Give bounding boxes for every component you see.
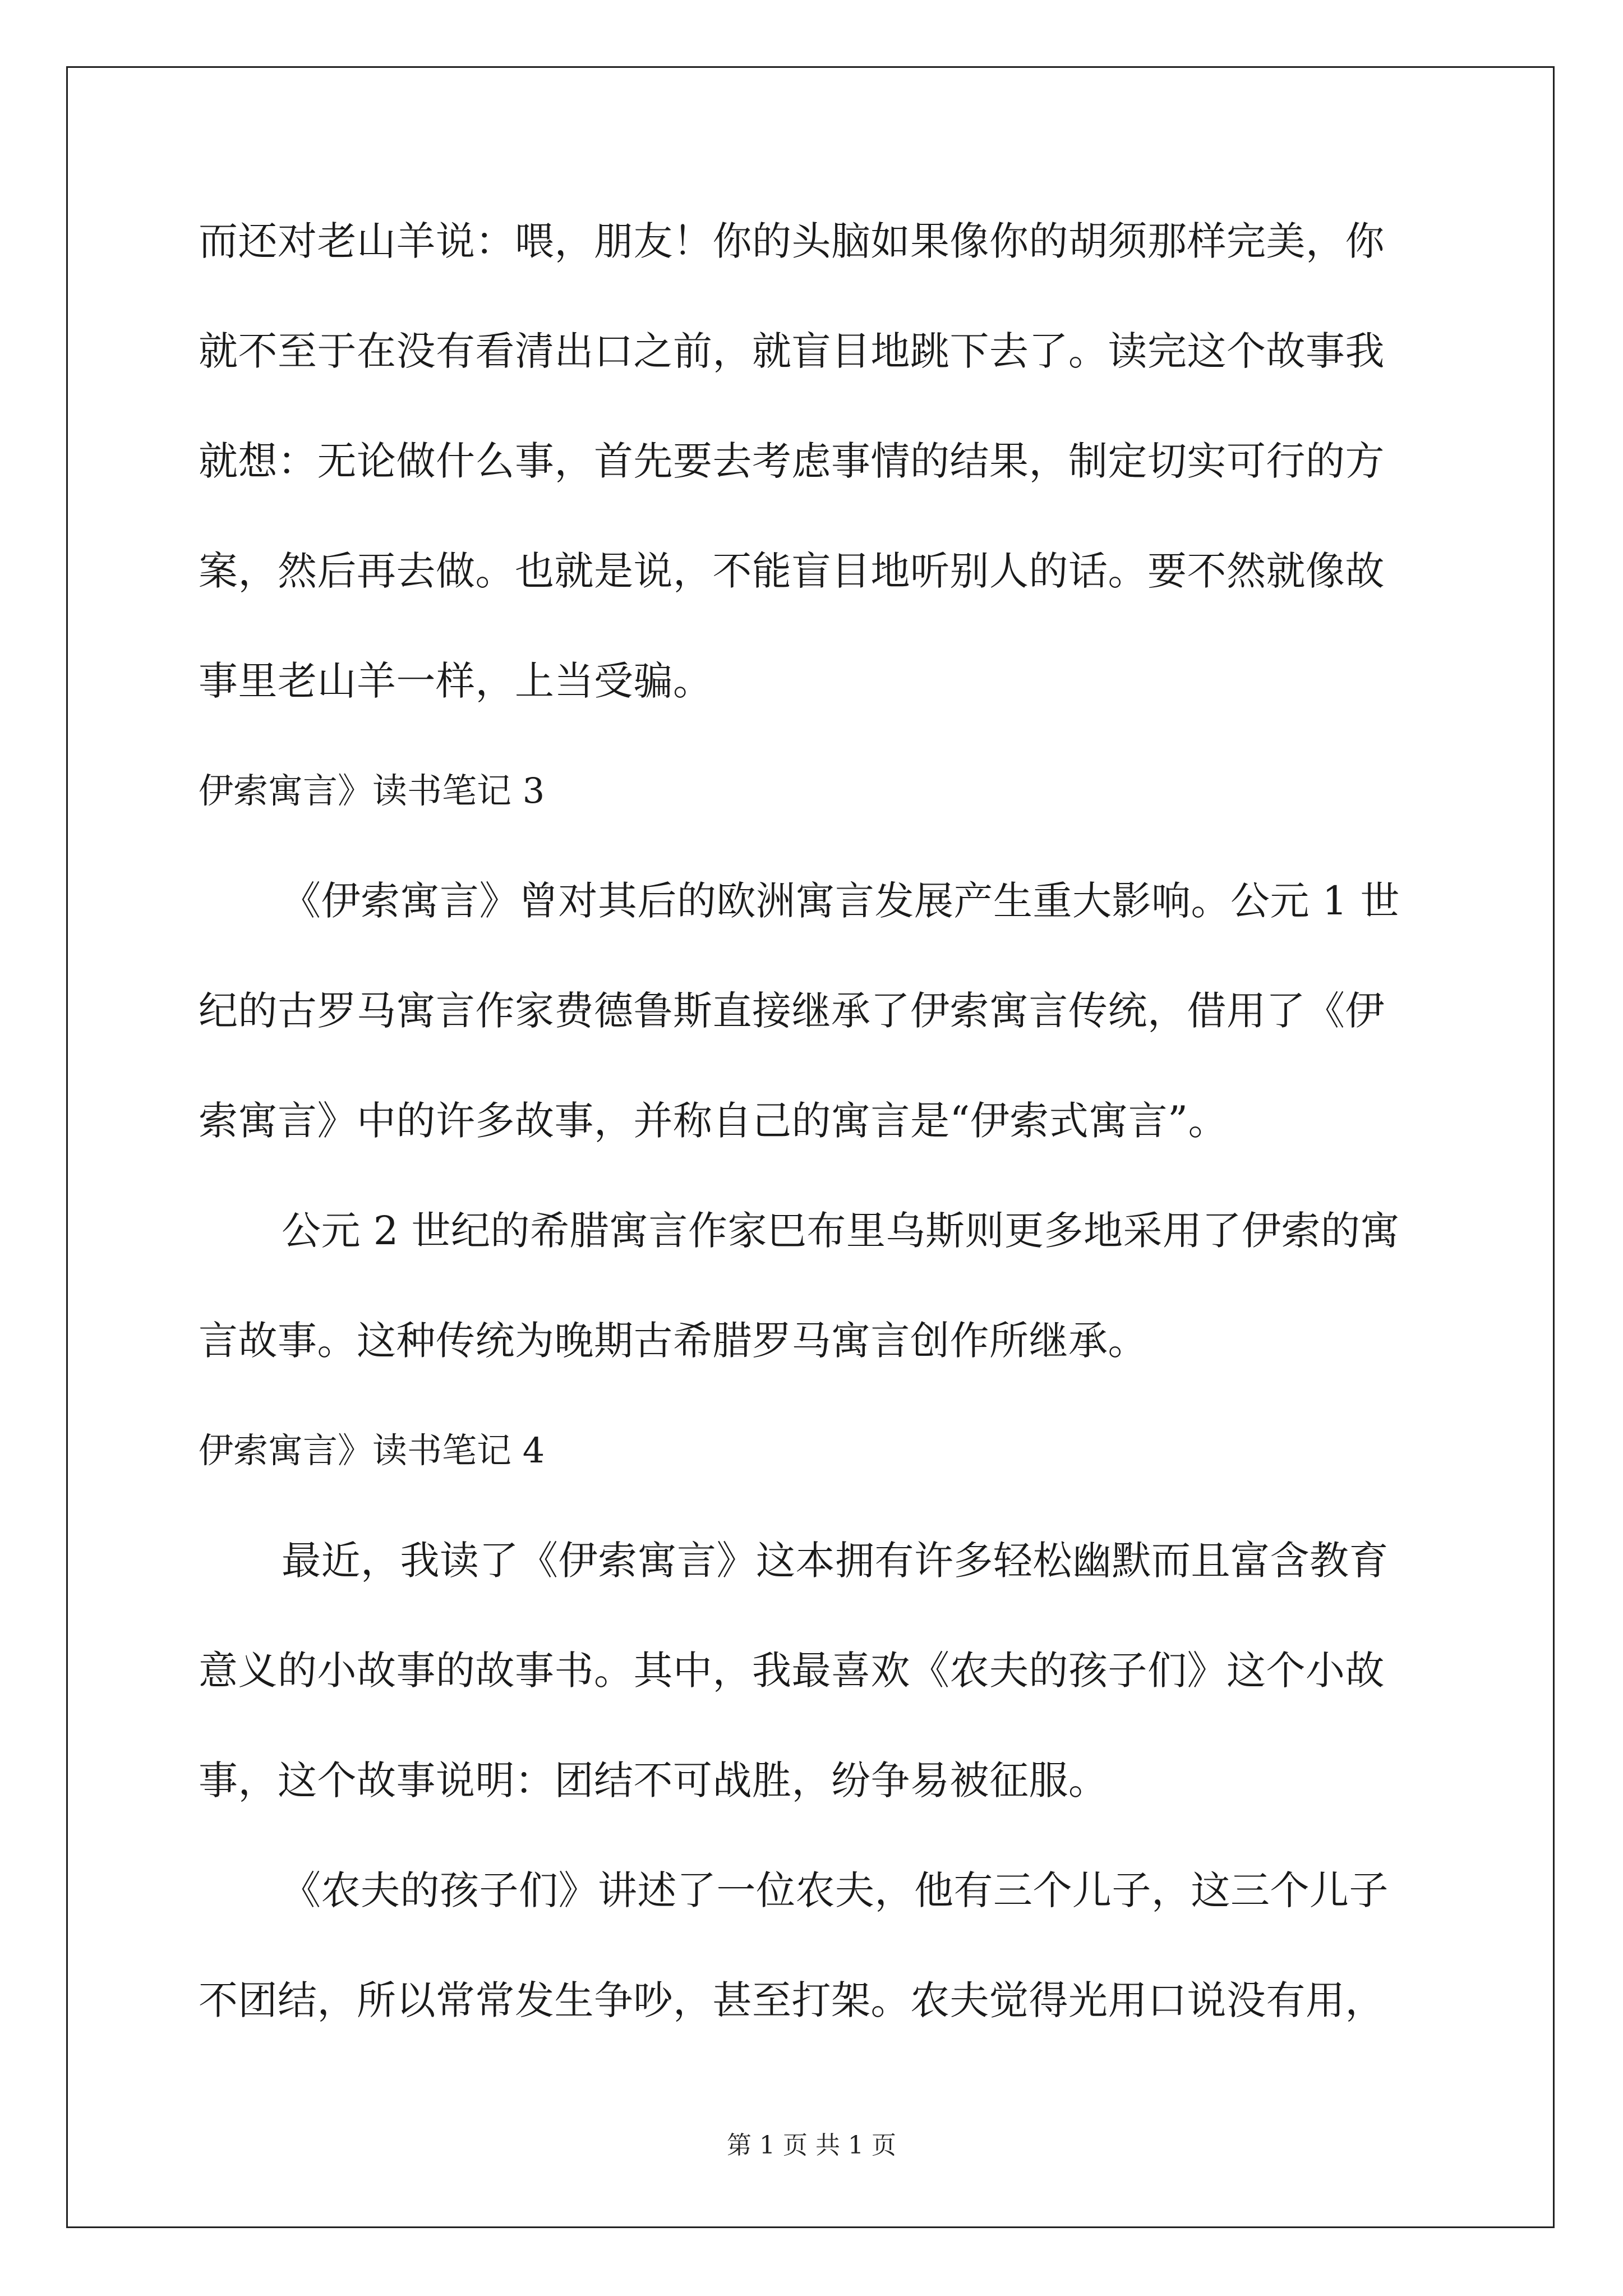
- text-line: 最近，我读了《伊索寓言》这本拥有许多轻松幽默而且富含教育: [282, 1538, 1389, 1584]
- text-line: 纪的古罗马寓言作家费德鲁斯直接继承了伊索寓言传统，借用了《伊: [199, 988, 1385, 1034]
- text-line: 意义的小故事的故事书。其中，我最喜欢《农夫的孩子们》这个小故: [199, 1648, 1385, 1694]
- section-heading-3: 伊索寓言》读书笔记 3: [199, 770, 545, 811]
- section-heading-4: 伊索寓言》读书笔记 4: [199, 1430, 545, 1471]
- text-line: 不团结，所以常常发生争吵，甚至打架。农夫觉得光用口说没有用，: [199, 1977, 1385, 2023]
- text-line: 案，然后再去做。也就是说，不能盲目地听别人的话。要不然就像故: [199, 548, 1385, 594]
- text-line: 《伊索寓言》曾对其后的欧洲寓言发展产生重大影响。公元 1 世: [282, 878, 1400, 924]
- text-line: 而还对老山羊说：喂，朋友！你的头脑如果像你的胡须那样完美，你: [199, 218, 1385, 264]
- text-line: 索寓言》中的许多故事，并称自己的寓言是“伊索式寓言”。: [199, 1098, 1228, 1144]
- text-line: 就想：无论做什么事，首先要去考虑事情的结果，制定切实可行的方: [199, 438, 1385, 484]
- text-line: 事，这个故事说明：团结不可战胜，纷争易被征服。: [199, 1757, 1108, 1803]
- text-line: 公元 2 世纪的希腊寓言作家巴布里乌斯则更多地采用了伊索的寓: [282, 1208, 1400, 1254]
- document-body: [199, 213, 1423, 2082]
- text-line: 事里老山羊一样，上当受骗。: [199, 658, 713, 704]
- text-line: 言故事。这种传统为晚期古希腊罗马寓言创作所继承。: [199, 1318, 1147, 1364]
- text-line: 《农夫的孩子们》讲述了一位农夫，他有三个儿子，这三个儿子: [282, 1867, 1389, 1913]
- page-footer: 第 1 页 共 1 页: [727, 2131, 896, 2160]
- text-line: 就不至于在没有看清出口之前，就盲目地跳下去了。读完这个故事我: [199, 328, 1385, 374]
